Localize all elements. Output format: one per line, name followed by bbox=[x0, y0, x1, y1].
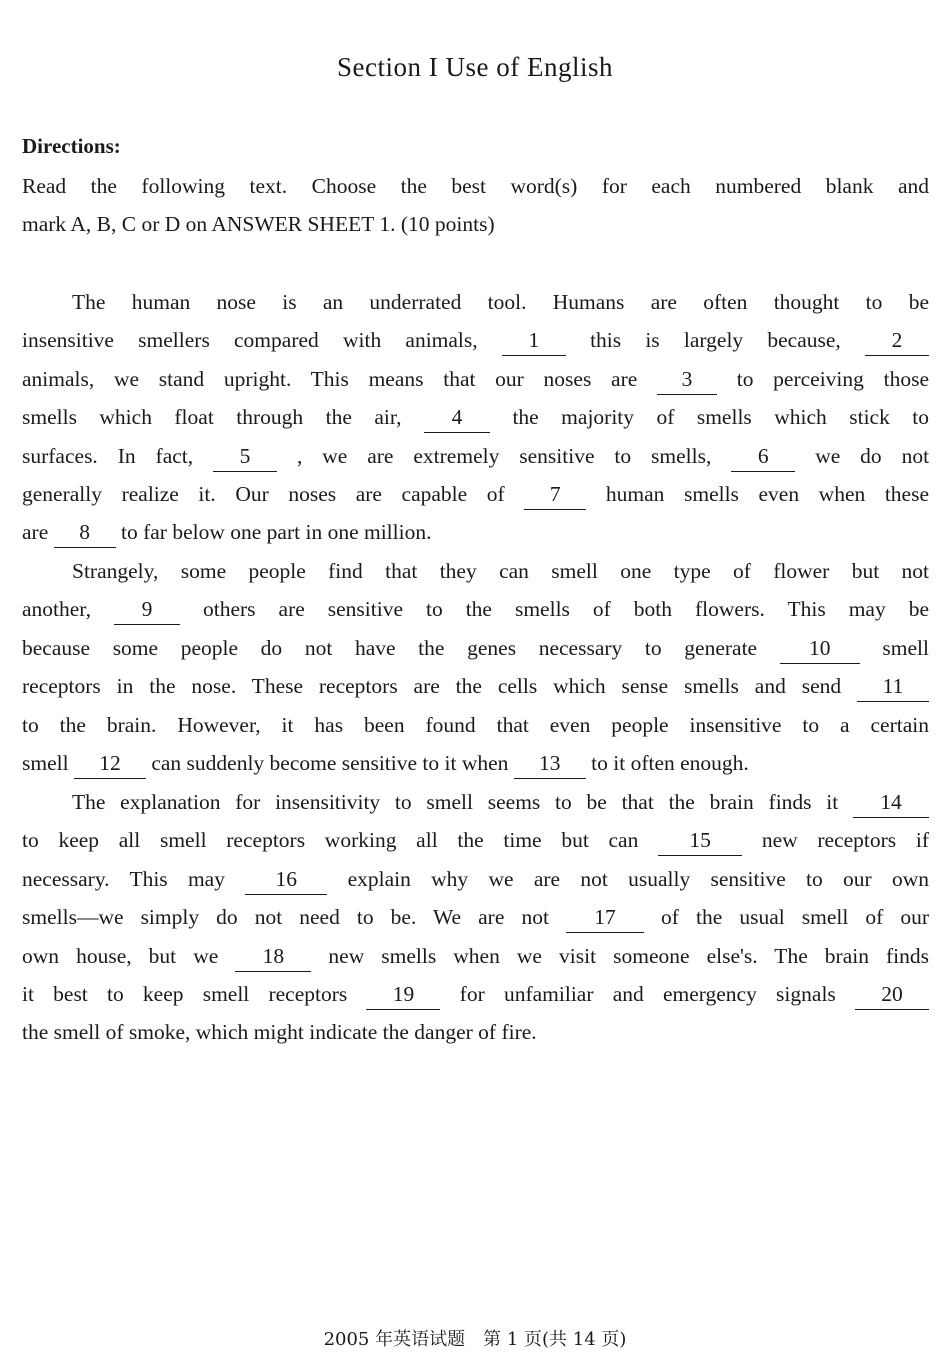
blank-2: 2 bbox=[865, 325, 929, 356]
passage-text: to it often enough. bbox=[591, 751, 749, 775]
blank-20: 20 bbox=[855, 979, 929, 1010]
blank-6: 6 bbox=[731, 441, 795, 472]
blank-13: 13 bbox=[514, 748, 586, 779]
blank-9: 9 bbox=[114, 594, 180, 625]
passage-text: explain why we are not usually sensitive to our own bbox=[347, 867, 930, 891]
passage-text: others are sensitive to the smells of both flowers. This may be bbox=[202, 597, 929, 621]
passage-text: for unfamiliar and emergency signals bbox=[459, 982, 836, 1006]
blank-12: 12 bbox=[74, 748, 146, 779]
page-footer: 2005 年英语试题 第 1 页(共 14 页) bbox=[323, 1329, 627, 1350]
passage-text: the majority of smells which stick to bbox=[512, 405, 930, 429]
passage-line bbox=[22, 975, 929, 1013]
directions-line-1: Read the following text. Choose the best word(s) for each numbered blank and bbox=[22, 174, 929, 198]
passage-text: can suddenly become sensitive to it when bbox=[151, 751, 509, 775]
passage-text: new receptors if bbox=[761, 828, 930, 852]
passage-line bbox=[22, 321, 929, 359]
passage-line: Strangely, some people find that they can smell one type of flower but not bbox=[72, 559, 929, 583]
passage-text: smell bbox=[882, 636, 930, 660]
passage-line: The human nose is an underrated tool. Humans are often thought to be bbox=[72, 290, 929, 314]
passage-text: necessary. This may bbox=[22, 867, 225, 891]
passage-text: to perceiving those bbox=[736, 367, 930, 391]
blank-3: 3 bbox=[657, 364, 717, 395]
passage-line bbox=[22, 937, 929, 975]
blank-10: 10 bbox=[780, 633, 860, 664]
passage-text: surfaces. In fact, bbox=[22, 444, 194, 468]
passage-text: generally realize it. Our noses are capable of bbox=[22, 482, 505, 506]
directions-line-2: mark A, B, C or D on ANSWER SHEET 1. (10 points) bbox=[22, 212, 495, 236]
section-title: Section I Use of English bbox=[337, 52, 613, 82]
passage-text: because some people do not have the genes necessary to generate bbox=[22, 636, 758, 660]
passage-line bbox=[22, 360, 929, 398]
blank-5: 5 bbox=[213, 441, 277, 472]
passage-text: smells which float through the air, bbox=[22, 405, 402, 429]
passage-text: to far below one part in one million. bbox=[121, 520, 432, 544]
passage-text: of the usual smell of our bbox=[661, 905, 930, 929]
passage-text: we do not bbox=[815, 444, 930, 468]
passage-line bbox=[22, 513, 929, 551]
passage-line bbox=[22, 398, 929, 436]
passage-line bbox=[22, 860, 929, 898]
blank-18: 18 bbox=[235, 941, 311, 972]
passage-line bbox=[22, 898, 929, 936]
passage-text: animals, we stand upright. This means that our noses are bbox=[22, 367, 638, 391]
blank-7: 7 bbox=[524, 479, 586, 510]
passage-text: it best to keep smell receptors bbox=[22, 982, 348, 1006]
passage-line bbox=[72, 783, 929, 821]
passage-text: receptors in the nose. These receptors are the cells which sense smells and send bbox=[22, 674, 842, 698]
blank-17: 17 bbox=[566, 902, 644, 933]
passage-text: to keep all smell receptors working all the time but can bbox=[22, 828, 639, 852]
passage-line: to the brain. However, it has been found that even people insensitive to a certain bbox=[22, 713, 929, 737]
passage-line bbox=[22, 821, 929, 859]
passage-line bbox=[22, 475, 929, 513]
passage-line bbox=[22, 667, 929, 705]
passage-text: insensitive smellers compared with animals, bbox=[22, 328, 478, 352]
passage-text: The explanation for insensitivity to smell seems to be that the brain finds it bbox=[72, 790, 839, 814]
blank-14: 14 bbox=[853, 787, 929, 818]
blank-15: 15 bbox=[658, 825, 742, 856]
passage-text: new smells when we visit someone else's. The brain finds bbox=[328, 944, 930, 968]
blank-4: 4 bbox=[424, 402, 490, 433]
blank-1: 1 bbox=[502, 325, 566, 356]
passage-line bbox=[22, 744, 929, 782]
passage-text: another, bbox=[22, 597, 91, 621]
blank-8: 8 bbox=[54, 517, 116, 548]
passage-text: human smells even when these bbox=[605, 482, 930, 506]
passage-text: this is largely because, bbox=[590, 328, 841, 352]
passage-line: the smell of smoke, which might indicate the danger of fire. bbox=[22, 1020, 537, 1044]
passage-text: own house, but we bbox=[22, 944, 219, 968]
passage-line bbox=[22, 590, 929, 628]
directions-label: Directions: bbox=[22, 134, 121, 158]
blank-19: 19 bbox=[366, 979, 440, 1010]
passage-text: , we are extremely sensitive to smells, bbox=[296, 444, 712, 468]
blank-11: 11 bbox=[857, 671, 929, 702]
passage-text: are bbox=[22, 520, 49, 544]
passage-text: smell bbox=[22, 751, 69, 775]
passage-line bbox=[22, 437, 929, 475]
blank-16: 16 bbox=[245, 864, 327, 895]
passage-text: smells—we simply do not need to be. We are not bbox=[22, 905, 549, 929]
passage-line bbox=[22, 629, 929, 667]
